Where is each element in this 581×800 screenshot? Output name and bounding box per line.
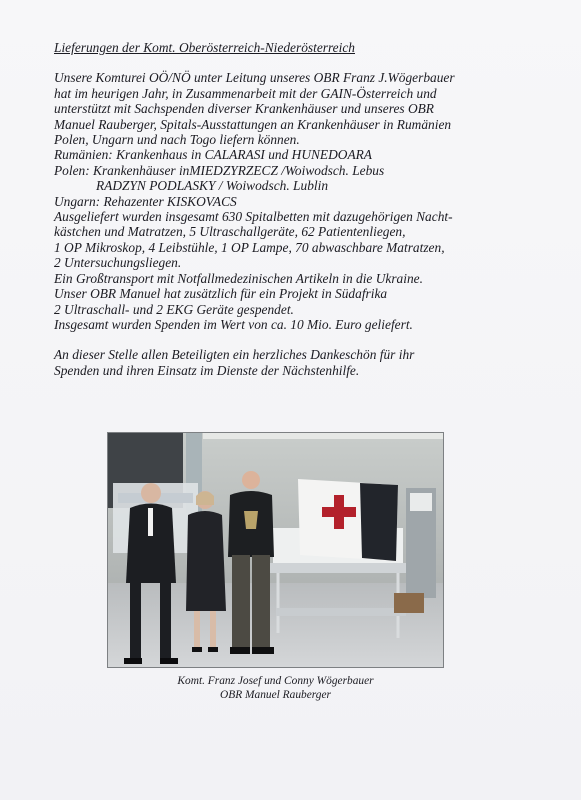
text-line: 1 OP Mikroskop, 4 Leibstühle, 1 OP Lampe, 70 abwaschbare Matratzen, bbox=[54, 239, 445, 255]
text-line-poland: Polen: Krankenhäuser inMIEDZYRZECZ /Woiwodsch. Lebus bbox=[54, 162, 385, 178]
text-line-total: Insgesamt wurden Spenden im Wert von ca. 10 Mio. Euro geliefert. bbox=[54, 316, 413, 332]
text-line: Ein Großtransport mit Notfallmedezinischen Artikeln in die Ukraine. bbox=[54, 270, 423, 286]
text-line-poland-2: RADZYN PODLASKY / Woiwodsch. Lublin bbox=[96, 178, 329, 194]
text-line-romania: Rumänien: Krankenhaus in CALARASI und HUNEDOARA bbox=[54, 147, 372, 163]
text-line: kästchen und Matratzen, 5 Ultraschallgeräte, 62 Patientenliegen, bbox=[54, 224, 406, 240]
text-line: Unser OBR Manuel hat zusätzlich für ein Projekt in Südafrika bbox=[54, 286, 388, 302]
text-line: Manuel Rauberger, Spitals-Ausstattungen an Krankenhäuser in Rumänien bbox=[54, 116, 452, 132]
caption-line-2: OBR Manuel Rauberger bbox=[220, 689, 331, 701]
text-line: 2 Untersuchungsliegen. bbox=[54, 255, 182, 271]
text-line: hat im heurigen Jahr, in Zusammenarbeit mit der GAIN-Österreich und bbox=[54, 85, 437, 101]
thanks-line: Spenden und ihren Einsatz im Dienste der Nächstenhilfe. bbox=[54, 362, 360, 378]
text-line: Polen, Ungarn und nach Togo liefern können. bbox=[54, 132, 300, 148]
text-line: 2 Ultraschall- und 2 EKG Geräte gespendet. bbox=[54, 301, 294, 317]
document-heading: Lieferungen der Komt. Oberösterreich-Niederösterreich bbox=[54, 40, 355, 55]
thanks-line: An dieser Stelle allen Beteiligten ein herzliches Dankeschön für ihr bbox=[54, 347, 415, 363]
photo-caption bbox=[107, 674, 444, 702]
letter-text bbox=[54, 40, 554, 378]
caption-line-1: Komt. Franz Josef und Conny Wögerbauer bbox=[177, 675, 374, 687]
text-line-hungary: Ungarn: Rehazenter KISKOVACS bbox=[54, 193, 237, 209]
flag-dark-half bbox=[360, 483, 398, 561]
group-photo-illustration bbox=[108, 433, 443, 667]
text-line: Ausgeliefert wurden insgesamt 630 Spitalbetten mit dazugehörigen Nacht- bbox=[54, 209, 453, 225]
text-line: unterstützt mit Sachspenden diverser Krankenhäuser und unseres OBR bbox=[54, 101, 434, 117]
text-line: Unsere Komturei OÖ/NÖ unter Leitung unseres OBR Franz J.Wögerbauer bbox=[54, 70, 455, 86]
group-photo bbox=[107, 432, 444, 668]
